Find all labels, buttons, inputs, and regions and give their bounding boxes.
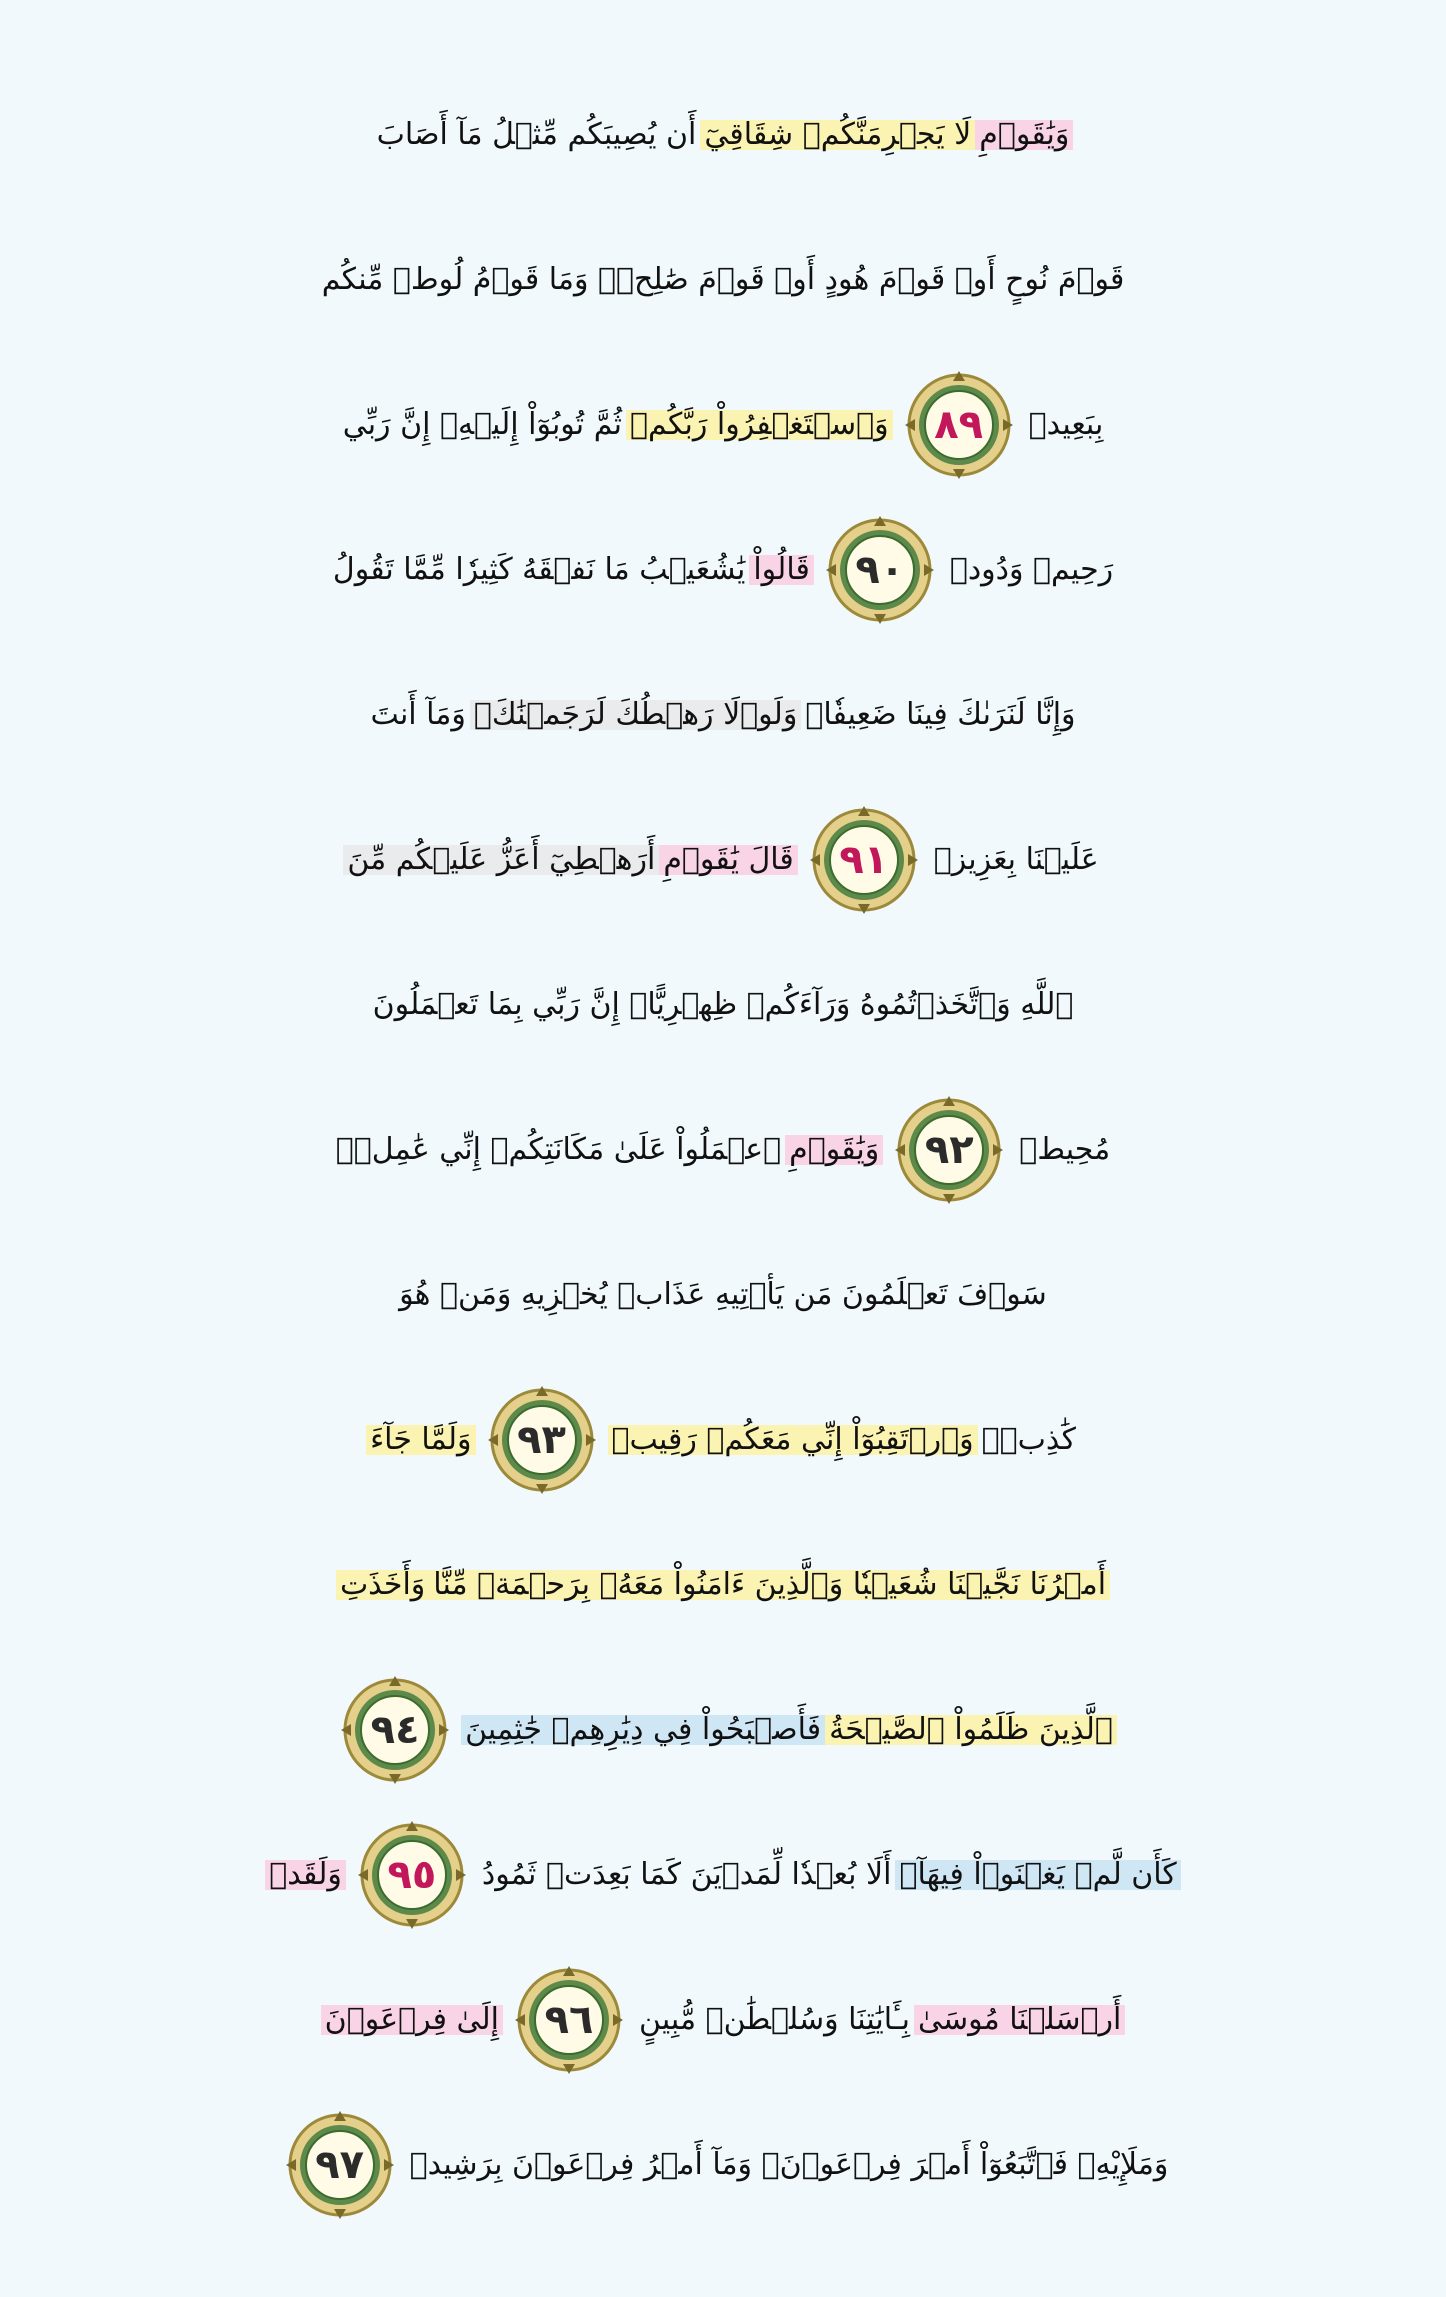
verse-segment: أَرَهۡطِيٓ أَعَزُّ عَلَيۡكُم مِّنَ — [343, 845, 659, 875]
verse-segment: ٱلَّذِينَ ظَلَمُواْ ٱلصَّيۡحَةُ — [825, 1715, 1117, 1745]
ayah-number: ٩٥ — [387, 1852, 437, 1898]
ayah-number: ٩٣ — [517, 1417, 566, 1463]
ayah-number: ٩٦ — [544, 1997, 594, 2043]
verse-segment: وَلَمَّا جَآءَ — [366, 1425, 475, 1455]
ayah-number: ٩٢ — [924, 1127, 974, 1173]
line-text — [20, 2090, 1426, 2240]
verse-segment: قَوۡمَ نُوحٍ أَوۡ قَوۡمَ هُودٍ أَوۡ قَوۡمَ صَٰلِحٖۚ وَمَا قَوۡمُ لُوطٖ مِّنكُم — [321, 262, 1125, 297]
verse-segment: إِلَىٰ فِرۡعَوۡنَ — [321, 2005, 503, 2035]
ayah-number: ٩١ — [839, 837, 889, 883]
verse-segment: وَٱرۡتَقِبُوٓاْ إِنِّي مَعَكُمۡ رَقِيبٞ — [608, 1425, 978, 1455]
verse-segment: أَلَا بُعۡدٗا لِّمَدۡيَنَ كَمَا بَعِدَتۡ ثَمُودُ — [481, 1857, 892, 1892]
verse-segment: قَالَ يَٰقَوۡمِ — [659, 845, 797, 875]
verse-segment: بِبَعِيدٖ — [1028, 407, 1104, 442]
verse-segment: وَمَلَإِيْهِۦ فَٱتَّبَعُوٓاْ أَمۡرَ فِرۡعَوۡنَۖ وَمَآ أَمۡرُ فِرۡعَوۡنَ بِرَشِيدٖ — [409, 2147, 1169, 2182]
verse-segment: ٱللَّهِ وَٱتَّخَذۡتُمُوهُ وَرَآءَكُمۡ ظِهۡرِيًّاۖ إِنَّ رَبِّي بِمَا تَعۡمَلُونَ — [372, 987, 1074, 1022]
text-line — [20, 2060, 1426, 2260]
verse-segment: مُحِيطٞ — [1019, 1132, 1111, 1167]
verse-segment: وَلَوۡلَا رَهۡطُكَ لَرَجَمۡنَٰكَۖ — [470, 700, 801, 730]
verse-segment: قَالُواْ — [749, 555, 813, 585]
verse-segment: أَرۡسَلۡنَا مُوسَىٰ — [914, 2005, 1125, 2035]
ayah-number: ٩٤ — [370, 1707, 420, 1753]
verse-segment: أَمۡرُنَا نَجَّيۡنَا شُعَيۡبٗا وَٱلَّذِينَ ءَامَنُواْ مَعَهُۥ بِرَحۡمَةٖ مِّنَّا — [429, 1570, 1110, 1600]
ayah-number: ٩٧ — [315, 2142, 365, 2188]
verse-segment: وَٱسۡتَغۡفِرُواْ رَبَّكُمۡ — [626, 410, 893, 440]
verse-segment: فَأَصۡبَحُواْ فِي دِيَٰرِهِمۡ جَٰثِمِينَ — [461, 1715, 825, 1745]
verse-segment: أَن يُصِيبَكُم مِّثۡلُ مَآ أَصَابَ — [376, 117, 697, 152]
verse-segment: ٱعۡمَلُواْ عَلَىٰ مَكَانَتِكُمۡ إِنِّي عَٰمِلٞۖ — [335, 1132, 782, 1167]
verse-segment: يَٰشُعَيۡبُ مَا نَفۡقَهُ كَثِيرٗا مِّمَّا تَقُولُ — [332, 552, 746, 587]
verse-segment: ثُمَّ تُوبُوٓاْ إِلَيۡهِۚ إِنَّ رَبِّي — [342, 407, 623, 442]
verse-segment: كَٰذِبٞۖ — [981, 1422, 1076, 1457]
verse-segment: كَأَن لَّمۡ يَغۡنَوۡاْ فِيهَآۗ — [895, 1860, 1180, 1890]
verse-segment: وَمَآ أَنتَ — [370, 697, 466, 732]
verse-segment: رَحِيمٞ وَدُودٞ — [949, 552, 1114, 587]
verse-segment: سَوۡفَ تَعۡلَمُونَ مَن يَأۡتِيهِ عَذَابٞ يُخۡزِيهِ وَمَنۡ هُوَ — [399, 1277, 1047, 1312]
verse-segment: لَا يَجۡرِمَنَّكُمۡ شِقَاقِيٓ — [700, 120, 975, 150]
verse-segment: بِـَٔايَٰتِنَا وَسُلۡطَٰنٖ مُّبِينٍ — [639, 2002, 910, 2037]
verse-segment: وَإِنَّا لَنَرَىٰكَ فِينَا ضَعِيفٗاۖ — [805, 697, 1076, 732]
verse-segment: وَيَٰقَوۡمِ — [975, 120, 1073, 150]
verse-segment: عَلَيۡنَا بِعَزِيزٖ — [933, 842, 1099, 877]
verse-segment: وَيَٰقَوۡمِ — [785, 1135, 883, 1165]
ayah-number: ٩٠ — [855, 547, 905, 593]
verse-segment: وَأَخَذَتِ — [336, 1570, 429, 1600]
ayah-number-marker — [284, 2109, 396, 2221]
ayah-number: ٨٩ — [934, 402, 984, 448]
verse-segment: وَلَقَدۡ — [265, 1860, 346, 1890]
